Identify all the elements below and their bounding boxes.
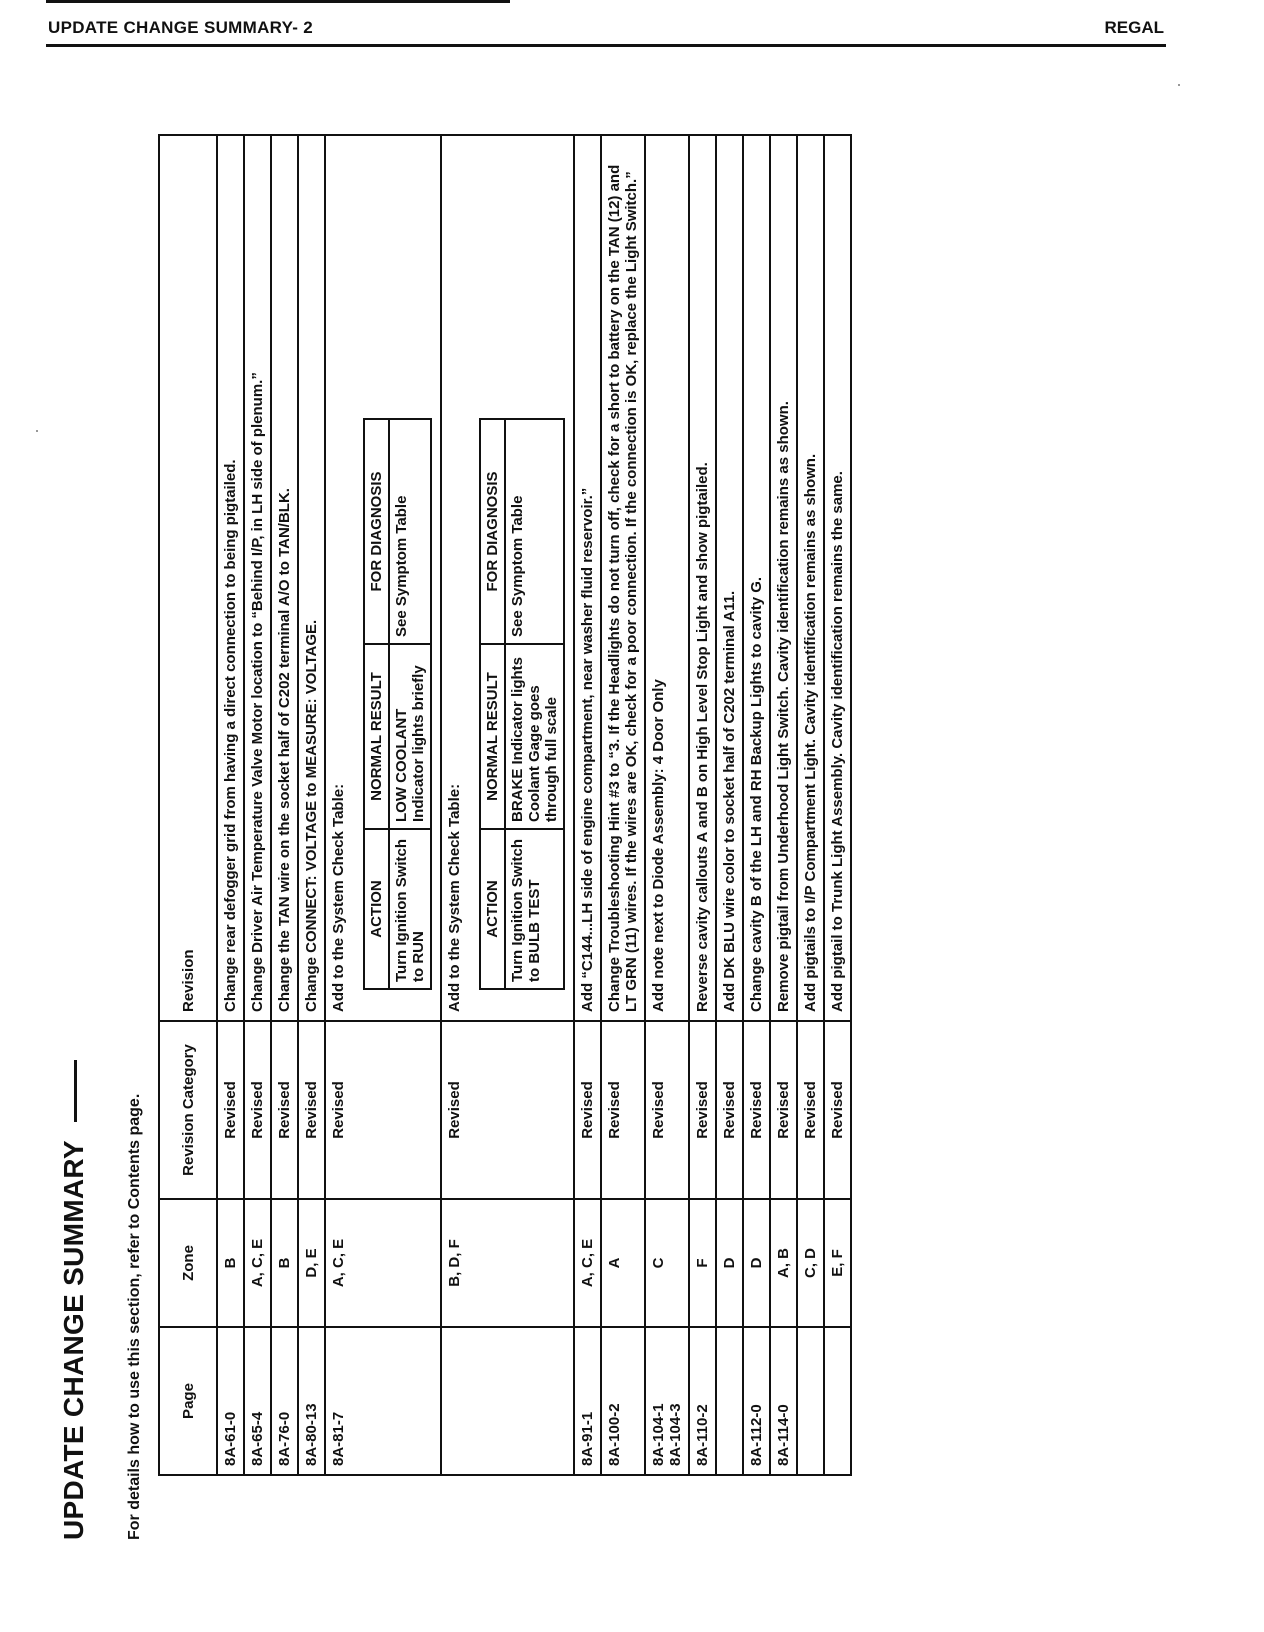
page-number: 8A-100-2 (606, 1403, 623, 1466)
cell-revision (645, 135, 689, 1021)
table-header-row (159, 135, 217, 1475)
table-row (325, 135, 441, 1475)
sub-diagnosis-header: FOR DIAGNOSIS (364, 419, 389, 644)
page-number: 8A-91-1 (579, 1411, 596, 1466)
sub-result-header: NORMAL RESULT (364, 644, 389, 829)
table-row (441, 135, 574, 1475)
system-check-subtable (363, 418, 432, 990)
table-row (271, 135, 298, 1475)
intro-text: For details how to use this section, refer to Contents page. (126, 1093, 143, 1540)
sub-result-cell: LOW COOLANT Indicator lights briefly (389, 644, 431, 829)
cell-page (689, 1327, 716, 1475)
revision-text: Change CONNECT: VOLTAGE to MEASURE: VOLTAGE. (303, 619, 320, 1012)
sub-action-header: ACTION (480, 829, 505, 989)
revision-text: Add pigtail to Trunk Light Assembly. Cavity identification remains the same. (829, 471, 846, 1012)
cell-zone: E, F (824, 1199, 851, 1327)
cell-page (601, 1327, 645, 1475)
cell-page (325, 1327, 441, 1475)
cell-category: Revised (244, 1021, 271, 1199)
revision-text: Add DK BLU wire color to socket half of C202 terminal A11. (721, 590, 738, 1012)
page-number: 8A-61-0 (222, 1411, 239, 1466)
cell-page (271, 1327, 298, 1475)
page-number: 8A-76-0 (276, 1411, 293, 1466)
rotated-page-content (40, 120, 1050, 1540)
col-revision-header: Revision (159, 135, 217, 1021)
cell-revision (298, 135, 325, 1021)
revision-text: Add to the System Check Table: (330, 783, 347, 1012)
sub-diagnosis-cell: See Symptom Table (505, 419, 564, 644)
revision-text: Add to the System Check Table: (446, 783, 463, 1012)
table-row (574, 135, 601, 1475)
sub-result-header: NORMAL RESULT (480, 644, 505, 829)
revision-text: Remove pigtail from Underhood Light Switch. Cavity identification remains as shown. (775, 401, 792, 1012)
cell-zone: F (689, 1199, 716, 1327)
page-number: 8A-104-3 (667, 1403, 684, 1466)
cell-revision (271, 135, 298, 1021)
scan-speck (1178, 84, 1180, 86)
cell-category: Revised (689, 1021, 716, 1199)
cell-zone: B, D, F (441, 1199, 574, 1327)
page-title: UPDATE CHANGE SUMMARY (58, 1140, 89, 1540)
cell-page (797, 1327, 824, 1475)
cell-page (770, 1327, 797, 1475)
sub-action-header: ACTION (364, 829, 389, 989)
cell-revision (743, 135, 770, 1021)
cell-page (244, 1327, 271, 1475)
cell-zone: A, B (770, 1199, 797, 1327)
table-row (770, 135, 797, 1475)
page-number: 8A-81-7 (330, 1411, 347, 1466)
running-header-model: REGAL (1104, 18, 1164, 37)
cell-category: Revised (645, 1021, 689, 1199)
table-row (743, 135, 770, 1475)
sub-diagnosis-header: FOR DIAGNOSIS (480, 419, 505, 644)
cell-category: Revised (797, 1021, 824, 1199)
col-category-header: Revision Category (159, 1021, 217, 1199)
cell-zone: B (217, 1199, 244, 1327)
cell-category: Revised (325, 1021, 441, 1199)
cell-category: Revised (271, 1021, 298, 1199)
header-rule (46, 44, 1166, 47)
title-rule (74, 1060, 77, 1122)
cell-page (441, 1327, 574, 1475)
cell-category: Revised (217, 1021, 244, 1199)
page-number: 8A-65-4 (249, 1411, 266, 1466)
cell-zone: C (645, 1199, 689, 1327)
cell-zone: A, C, E (325, 1199, 441, 1327)
table-row (797, 135, 824, 1475)
cell-category: Revised (574, 1021, 601, 1199)
cell-category: Revised (298, 1021, 325, 1199)
cell-zone: A, C, E (244, 1199, 271, 1327)
page-number: 8A-110-2 (694, 1404, 711, 1466)
cell-revision (770, 135, 797, 1021)
revision-text: Change the TAN wire on the socket half of C202 terminal A/O to TAN/BLK. (276, 488, 293, 1012)
revision-text: Add note next to Diode Assembly: 4 Door Only (650, 679, 667, 1012)
revision-text: Add pigtails to I/P Compartment Light. Cavity identification remains as shown. (802, 453, 819, 1012)
cell-revision (574, 135, 601, 1021)
cell-page (716, 1327, 743, 1475)
cell-category: Revised (743, 1021, 770, 1199)
table-row (217, 135, 244, 1475)
top-rule (46, 0, 510, 3)
cell-zone: A (601, 1199, 645, 1327)
sub-action-cell: Turn Ignition Switch to BULB TEST (505, 829, 564, 989)
cell-category: Revised (441, 1021, 574, 1199)
cell-revision (797, 135, 824, 1021)
scan-speck (36, 430, 38, 432)
cell-revision (824, 135, 851, 1021)
cell-page (298, 1327, 325, 1475)
table-row (645, 135, 689, 1475)
system-check-subtable (479, 418, 565, 990)
col-page-header: Page (159, 1327, 217, 1475)
cell-zone: D (743, 1199, 770, 1327)
table-row (244, 135, 271, 1475)
sub-diagnosis-cell: See Symptom Table (389, 419, 431, 644)
cell-revision (689, 135, 716, 1021)
cell-zone: D (716, 1199, 743, 1327)
change-summary-table (158, 134, 852, 1476)
col-zone-header: Zone (159, 1199, 217, 1327)
cell-revision (716, 135, 743, 1021)
page-number: 8A-114-0 (775, 1404, 792, 1466)
cell-revision (601, 135, 645, 1021)
cell-revision (244, 135, 271, 1021)
sub-action-cell: Turn Ignition Switch to RUN (389, 829, 431, 989)
table-row (689, 135, 716, 1475)
table-row (601, 135, 645, 1475)
cell-category: Revised (601, 1021, 645, 1199)
page-number: 8A-112-0 (748, 1404, 765, 1466)
sub-result-cell: BRAKE Indicator lights Coolant Gage goes through full scale (505, 644, 564, 829)
cell-zone: B (271, 1199, 298, 1327)
cell-page (824, 1327, 851, 1475)
revision-text: Add “C144...LH side of engine compartment, near washer fluid reservoir.” (579, 487, 596, 1012)
cell-category: Revised (824, 1021, 851, 1199)
cell-category: Revised (770, 1021, 797, 1199)
cell-revision (217, 135, 244, 1021)
cell-page (217, 1327, 244, 1475)
page-number: 8A-80-13 (303, 1403, 320, 1466)
revision-text: Change Driver Air Temperature Valve Motor location to “Behind I/P, in LH side of plenum.” (249, 372, 266, 1012)
table-row (716, 135, 743, 1475)
table-row (824, 135, 851, 1475)
running-header: UPDATE CHANGE SUMMARY- 2 (48, 18, 314, 37)
cell-page (574, 1327, 601, 1475)
cell-revision (325, 135, 441, 1021)
cell-category: Revised (716, 1021, 743, 1199)
cell-zone: C, D (797, 1199, 824, 1327)
cell-zone: A, C, E (574, 1199, 601, 1327)
revision-text: Change Troubleshooting Hint #3 to “3. If the Headlights do not turn off, check for a short to battery on the TAN (12) and LT GRN (11) wires. If the wires are OK, check for a poor connection. If the connection is OK, replace the Light Switch.” (606, 164, 640, 1012)
cell-zone: D, E (298, 1199, 325, 1327)
revision-text: Change cavity B of the LH and RH Backup Lights to cavity G. (748, 576, 765, 1012)
cell-page (645, 1327, 689, 1475)
table-row (298, 135, 325, 1475)
cell-revision (441, 135, 574, 1021)
revision-text: Reverse cavity callouts A and B on High Level Stop Light and show pigtailed. (694, 462, 711, 1012)
cell-page (743, 1327, 770, 1475)
page-number: 8A-104-1 (650, 1403, 667, 1466)
revision-text: Change rear defogger grid from having a direct connection to being pigtailed. (222, 459, 239, 1012)
